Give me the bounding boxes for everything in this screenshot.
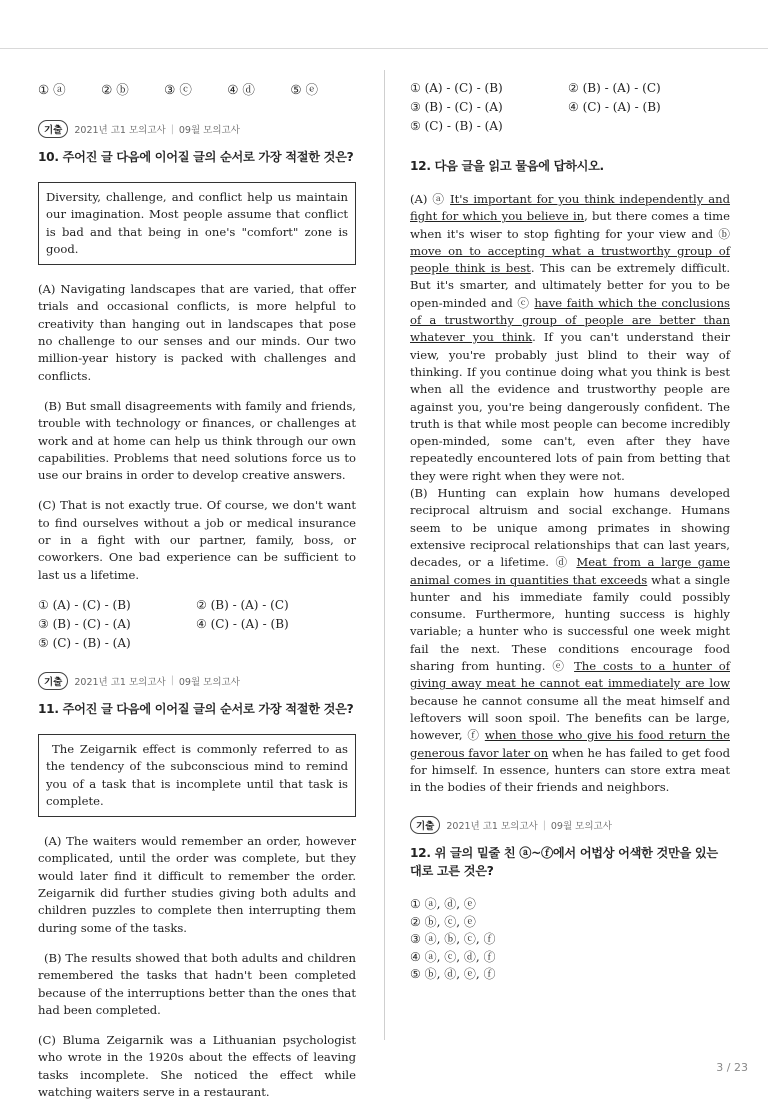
option[interactable]: ② (B) - (A) - (C) [196, 597, 289, 612]
option[interactable]: ③ ⓐ, ⓑ, ⓒ, ⓕ [410, 932, 496, 947]
underlined-f: when those who give his food return the generous favor later on [410, 728, 730, 760]
option[interactable]: ④ (C) - (A) - (B) [568, 100, 661, 114]
q10-paragraph-c: (C) That is not exactly true. Of course, we don't want to find ourselves without a job or medical insurance or in a fight with our partner, family, boss, or coworkers. One bad experience can be sufficient to last us a lifetime. [38, 498, 356, 582]
q11-paragraph-c: (C) Bluma Zeigarnik was a Lithuanian psychologist who wrote in the 1920s about the effects of leaving tasks incomplete. She noticed the effect while watching waiters serve in a restaurant. [38, 1033, 356, 1099]
q11-paragraph-b: (B) The results showed that both adults and children remembered the tasks that hadn't been completed because of the interruptions better than the ones that had been completed. [38, 950, 356, 1017]
q9-options [38, 80, 318, 98]
source-line: 기출 2021년 고1 모의고사 | 09월 모의고사 [38, 672, 356, 690]
left-column [38, 80, 356, 1114]
source-year: 2021년 고1 모의고사 [74, 676, 166, 688]
q12-passage-b: (B) Hunting can explain how humans developed reciprocal altruism and social exchange. Humans seem to be unique among primates in showing extensive reciprocal relationships that can last years, decades, or a lifetime. ⓓ Meat from a large game animal comes in quantities that exceeds what a single hunter and his immediate family could possibly consume. Furthermore, hunting success is highly variable; a hunter who is successful one week might fail the next. These conditions encourage food sharing from hunting. ⓔ The costs to a hunter of giving away meat he cannot eat immediately are low because he cannot consume all the meat himself and leftovers will soon spoil. The benefits can be large, however, ⓕ when those who give his food return the generous favor later on when he has failed to get food for himself. In essence, hunters can store extra meat in the bodies of their friends and neighbors. [410, 486, 731, 795]
option[interactable]: ① ⓐ [38, 82, 66, 97]
q10-paragraph-b: (B) But small disagreements with family and friends, trouble with technology or finances, or challenges at work and at home can help us think through our own capabilities. Problems that need solutions force us to use our brains in order to develop creative answers. [38, 398, 356, 483]
option[interactable]: ⑤ ⓑ, ⓓ, ⓔ, ⓕ [410, 967, 496, 982]
column-divider [384, 70, 385, 1040]
q11-options [410, 80, 730, 135]
q11-paragraph-a: (A) The waiters would remember an order, however complicated, until the order was complete, but they would later find it difficult to remember the order. Zeigarnik did further studies giving both adults and children puzzles to complete then interrupting them during some of the tasks. [38, 834, 356, 935]
option[interactable]: ④ ⓓ [227, 82, 255, 97]
source-line: 기출 2021년 고1 모의고사 | 09월 모의고사 [410, 816, 730, 834]
underlined-d: Meat from a large game animal comes in quantities that exceeds [410, 555, 730, 587]
source-month: 09월 모의고사 [178, 676, 240, 688]
option[interactable]: ③ (B) - (C) - (A) [410, 100, 503, 114]
option[interactable]: ⑤ ⓔ [290, 82, 318, 97]
option[interactable]: ② ⓑ, ⓒ, ⓔ [410, 914, 476, 929]
source-badge: 기출 [410, 816, 440, 834]
source-month: 09월 모의고사 [550, 821, 612, 833]
q12b-title: 12. 위 글의 밑줄 친 ⓐ~ⓕ에서 어법상 어색한 것만을 있는 대로 고른 것은? [410, 846, 718, 879]
right-column [410, 80, 730, 984]
top-rule [0, 48, 768, 49]
source-year: 2021년 고1 모의고사 [446, 821, 538, 833]
underlined-c: have faith which the conclusions of a trustworthy group of people are better than whatever you think [410, 295, 730, 345]
source-badge: 기출 [38, 120, 68, 138]
source-line: 기출 2021년 고1 모의고사 | 09월 모의고사 [38, 120, 356, 138]
source-year: 2021년 고1 모의고사 [74, 125, 166, 136]
q11-title: 11. 주어진 글 다음에 이어질 글의 순서로 가장 적절한 것은? [38, 701, 354, 716]
source-month: 09월 모의고사 [178, 125, 240, 136]
option[interactable]: ④ ⓐ, ⓒ, ⓓ, ⓕ [410, 949, 496, 964]
option[interactable]: ① ⓐ, ⓓ, ⓔ [410, 897, 476, 912]
underlined-a: It's important for you think independently and fight for which you believe in [410, 192, 730, 224]
q12-heading: 12. 다음 글을 읽고 물음에 답하시오. [410, 159, 604, 173]
option[interactable]: ④ (C) - (A) - (B) [196, 616, 289, 631]
option[interactable]: ① (A) - (C) - (B) [38, 597, 131, 612]
option[interactable]: ① (A) - (C) - (B) [410, 81, 503, 95]
q10-title: 10. 주어진 글 다음에 이어질 글의 순서로 가장 적절한 것은? [38, 150, 354, 164]
source-badge: 기출 [38, 672, 68, 690]
q10-paragraph-a: (A) Navigating landscapes that are varied, that offer trials and occasional conflicts, is more helpful to creativity than hanging out in landscapes that pose no challenge to our senses and our minds. Our two million-year history is packed with challenges and conflicts. [38, 282, 356, 383]
q10-given-box: Diversity, challenge, and conflict help us maintain our imagination. Most people assume that conflict is bad and that being in one's "comfort" zone is good. [38, 182, 356, 265]
q12b-options [410, 896, 730, 984]
option[interactable]: ③ ⓒ [164, 82, 192, 97]
q11-given-box: The Zeigarnik effect is commonly referred to as the tendency of the subconscious mind to remind you of a task that is incomplete until that task is complete. [38, 734, 356, 817]
q12-passage-a: (A) ⓐ It's important for you think independently and fight for which you believe in, but there comes a time when it's wiser to stop fighting for your view and ⓑ move on to accepting what a trustworthy group of people think is best. This can be extremely difficult. But it's smarter, and ultimately better for you to be open-minded and ⓒ have faith which the conclusions of a trustworthy group of people are better than whatever you think. If you can't understand their view, you're probably just blind to their way of thinking. If you continue doing what you think is best when all the evidence and trustworthy people are against you, you're being dangerously confident. The truth is that while most people can become incredibly open-minded, some can't, even after they have repeatedly encountered lots of pain from betting that they were right when they were not. [410, 192, 730, 483]
option[interactable]: ⑤ (C) - (B) - (A) [38, 635, 131, 650]
page-number: 3 / 23 [716, 1061, 748, 1074]
option[interactable]: ② (B) - (A) - (C) [568, 81, 661, 95]
underlined-b: move on to accepting what a trustworthy group of people think is best [410, 243, 730, 276]
option[interactable]: ⑤ (C) - (B) - (A) [410, 119, 503, 133]
option[interactable]: ② ⓑ [101, 82, 129, 97]
option[interactable]: ③ (B) - (C) - (A) [38, 616, 131, 631]
underlined-e: The costs to a hunter of giving away meat he cannot eat immediately are low [410, 659, 730, 691]
q10-options [38, 597, 356, 652]
